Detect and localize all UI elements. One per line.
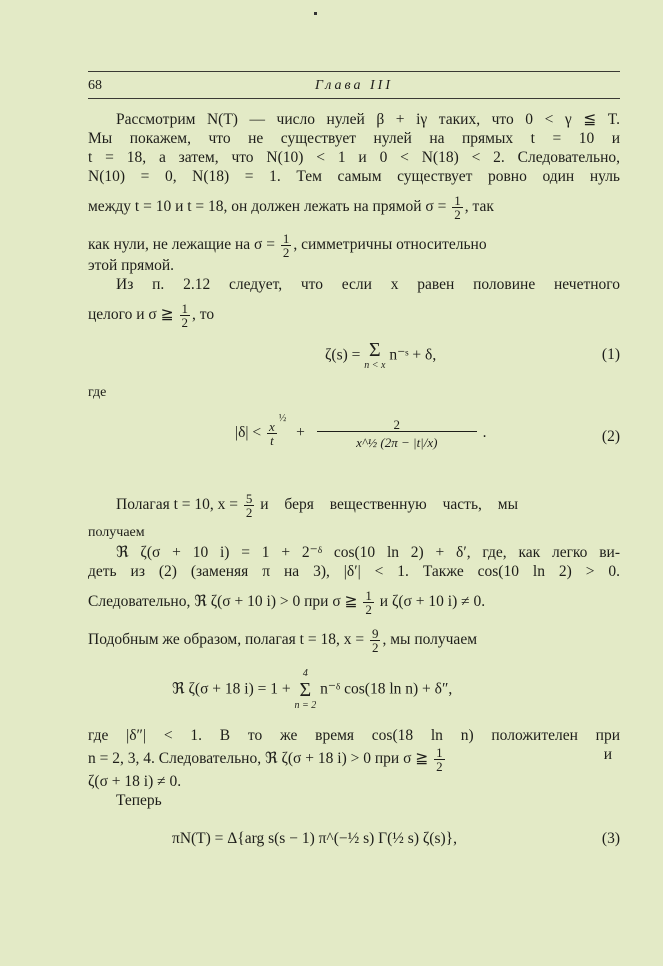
sum-upper: 4 (302, 668, 308, 679)
text-span: Полагая t = 10, x = (116, 496, 239, 514)
numerator: 1 (436, 745, 443, 760)
period: . (482, 424, 487, 442)
numerator: 1 (282, 231, 290, 246)
fraction-x-over-t (267, 420, 277, 447)
text-span: и беря вещественную часть, мы (260, 496, 518, 514)
sum-symbol (295, 668, 317, 712)
denominator: 2 (365, 602, 372, 617)
chapter-title: Глава III (315, 78, 393, 93)
text-span: Подобным же образом, полагая t = 18, x = (88, 631, 365, 649)
text-span: и ζ(σ + 10 i) ≠ 0. (379, 593, 486, 611)
denominator: 2 (436, 759, 443, 774)
text-line: t = 18, а затем, что N(10) < 1 и 0 < N(18) < 2. Следовательно, (88, 149, 620, 166)
text-line: ζ(σ + 18 i) ≠ 0. (88, 773, 182, 790)
text-line (88, 589, 620, 616)
equation-3: πN(T) = Δ{arg s(s − 1) π^(−½ s) Γ(½ s) ζ(s)}, (172, 830, 457, 847)
denominator: t (270, 433, 274, 448)
text-line (88, 302, 620, 329)
equation-number: (2) (601, 428, 620, 445)
sum-lower: n < x (364, 360, 386, 371)
equation-number: (1) (601, 346, 620, 363)
text-span: , так (464, 198, 494, 216)
text-line: этой прямой. (88, 257, 175, 274)
eq-lhs: ζ(s) = (325, 346, 361, 364)
eq-lhs: ℜ ζ(σ + 18 i) = 1 + (172, 680, 291, 698)
numerator: x (269, 419, 275, 434)
text-span: , симметричны относительно (293, 236, 487, 254)
scan-speck (314, 12, 317, 15)
sum-lower: n = 2 (294, 700, 317, 711)
text-span: между t = 10 и t = 18, он должен лежать на прямой σ = (88, 198, 447, 216)
text-span: , мы получаем (382, 631, 478, 649)
denominator: 2 (181, 315, 189, 330)
text-span: и (603, 746, 612, 763)
header-top-rule (88, 71, 620, 72)
numerator: 9 (371, 626, 379, 641)
text-line: где (88, 385, 107, 400)
plus: + (296, 424, 305, 442)
text-span: целого и σ ≧ (88, 306, 174, 324)
numerator: 5 (245, 491, 253, 506)
text-line (88, 194, 620, 221)
denominator: 2 (371, 640, 379, 655)
text-line (88, 627, 620, 654)
fraction-half (180, 302, 191, 329)
text-span: как нули, не лежащие на σ = (88, 236, 275, 254)
denominator: x^½ (2π − |t|/x) (356, 435, 438, 450)
text-line (88, 492, 620, 519)
text-line (88, 232, 620, 259)
text-line: Теперь (116, 792, 162, 809)
denominator: 2 (282, 245, 290, 260)
eq-rhs: n⁻ˢ + δ, (389, 346, 437, 364)
denominator: 2 (454, 207, 461, 222)
header-bottom-rule (88, 98, 620, 99)
text-span: Следовательно, ℜ ζ(σ + 10 i) > 0 при σ ≧ (88, 593, 358, 611)
fraction-half (434, 746, 445, 773)
text-line: Рассмотрим N(T) — число нулей β + iγ таких, что 0 < γ ≦ T. (116, 111, 620, 128)
fraction-half (363, 589, 374, 616)
text-line: ℜ ζ(σ + 10 i) = 1 + 2⁻ᵟ cos(10 ln 2) + δ′, где, как легко ви- (116, 544, 620, 561)
sum-symbol (364, 340, 385, 372)
text-line: где |δ″| < 1. В то же время cos(18 ln n) положителен при (88, 727, 620, 744)
exponent: ½ (278, 412, 287, 424)
numerator: 1 (454, 193, 461, 208)
text-line: Мы покажем, что не существует нулей на прямых t = 10 и (88, 130, 620, 147)
fraction-half (281, 232, 292, 259)
equation-2 (235, 412, 487, 450)
numerator: 1 (365, 588, 372, 603)
denominator: 2 (245, 505, 253, 520)
text-line: N(10) = 0, N(18) = 1. Тем самым существует ровно один нуль (88, 168, 620, 185)
equation-re-zeta-18 (172, 668, 452, 712)
eq-rhs: n⁻ᵟ cos(18 ln n) + δ″, (320, 680, 453, 698)
text-span: n = 2, 3, 4. Следовательно, ℜ ζ(σ + 18 i) > 0 при σ ≧ (88, 750, 429, 768)
sigma: Σ (369, 339, 381, 361)
numerator: 2 (317, 418, 477, 432)
text-span: , то (192, 306, 215, 324)
fraction-nine-halves (370, 627, 381, 654)
page-number: 68 (88, 78, 102, 93)
sigma: Σ (299, 679, 312, 701)
fraction-2-over-denom (317, 418, 477, 449)
text-line (88, 746, 620, 773)
text-line: получаем (88, 525, 145, 540)
running-header (88, 78, 620, 94)
numerator: 1 (181, 301, 189, 316)
text-line: Из п. 2.12 следует, что если x равен половине нечетного (116, 276, 620, 293)
fraction-five-halves (244, 492, 255, 519)
text-line: деть из (2) (заменяя π на 3), |δ′| < 1. Также cos(10 ln 2) > 0. (88, 563, 620, 580)
equation-1 (325, 340, 436, 372)
equation-number: (3) (601, 830, 620, 847)
eq-lhs: |δ| < (235, 424, 262, 442)
fraction-half (452, 194, 463, 221)
